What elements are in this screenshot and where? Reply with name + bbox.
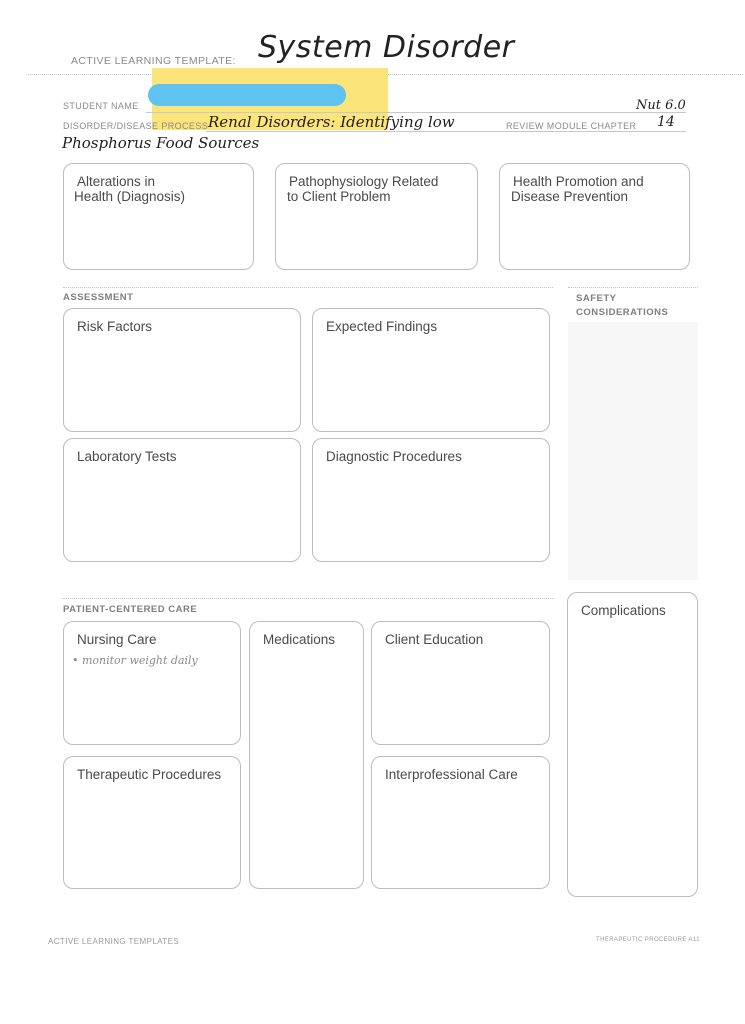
interprofessional-care-box[interactable] [371, 756, 550, 889]
alterations-in-health-box[interactable] [63, 163, 254, 270]
interprofessional-care-label: Interprofessional Care [385, 767, 518, 782]
nursing-care-label: Nursing Care [77, 632, 157, 647]
page-title: System Disorder [258, 30, 515, 65]
medications-label: Medications [263, 632, 336, 647]
pathophysiology-box[interactable] [275, 163, 478, 270]
footer-right: THERAPEUTIC PROCEDURE A11 [596, 937, 700, 943]
disorder-value-line2: Phosphorus Food Sources [62, 134, 260, 152]
disorder-value: Renal Disorders: Identifying low [208, 113, 455, 131]
review-module-note: Nut 6.0 [636, 98, 686, 113]
expected-findings-label: Expected Findings [326, 319, 438, 334]
complications-box[interactable] [567, 592, 698, 897]
laboratory-tests-label: Laboratory Tests [77, 449, 177, 464]
nursing-care-box[interactable] [63, 621, 241, 745]
therapeutic-procedures-label: Therapeutic Procedures [77, 767, 222, 782]
medications-box[interactable] [249, 621, 364, 889]
safety-label: SAFETY CONSIDERATIONS [576, 293, 669, 318]
assessment-section-label: ASSESSMENT [63, 292, 134, 303]
disorder-label: DISORDER/DISEASE PROCESS [63, 121, 209, 131]
health-promotion-label: Health Promotion and Disease Prevention [511, 174, 644, 204]
health-promotion-box[interactable] [499, 163, 690, 270]
diagnostic-procedures-label: Diagnostic Procedures [326, 449, 462, 464]
patient-care-section-label: PATIENT-CENTERED CARE [63, 604, 198, 615]
expected-findings-box[interactable] [312, 308, 550, 432]
risk-factors-box[interactable] [63, 308, 301, 432]
client-education-box[interactable] [371, 621, 550, 745]
patient-care-rule [63, 598, 553, 599]
client-education-label: Client Education [385, 632, 484, 647]
redaction-marker [148, 84, 346, 106]
complications-label: Complications [581, 603, 666, 618]
nursing-care-note: • monitor weight daily [72, 654, 198, 667]
therapeutic-procedures-box[interactable] [63, 756, 241, 889]
disorder-line [206, 131, 686, 132]
review-module-chapter: 14 [657, 114, 675, 130]
laboratory-tests-box[interactable] [63, 438, 301, 562]
alterations-in-health-label: Alterations in Health (Diagnosis) [74, 174, 186, 204]
review-module-label: REVIEW MODULE CHAPTER [506, 121, 637, 131]
assessment-rule [63, 287, 553, 288]
safety-considerations-area[interactable] [568, 322, 698, 580]
pathophysiology-label: Pathophysiology Related to Client Problem [287, 174, 439, 204]
safety-rule [568, 287, 698, 288]
risk-factors-label: Risk Factors [77, 319, 153, 334]
footer-left: ACTIVE LEARNING TEMPLATES [48, 937, 180, 946]
diagnostic-procedures-box[interactable] [312, 438, 550, 562]
template-label: ACTIVE LEARNING TEMPLATE: [71, 55, 236, 67]
student-name-label: STUDENT NAME [63, 101, 139, 111]
